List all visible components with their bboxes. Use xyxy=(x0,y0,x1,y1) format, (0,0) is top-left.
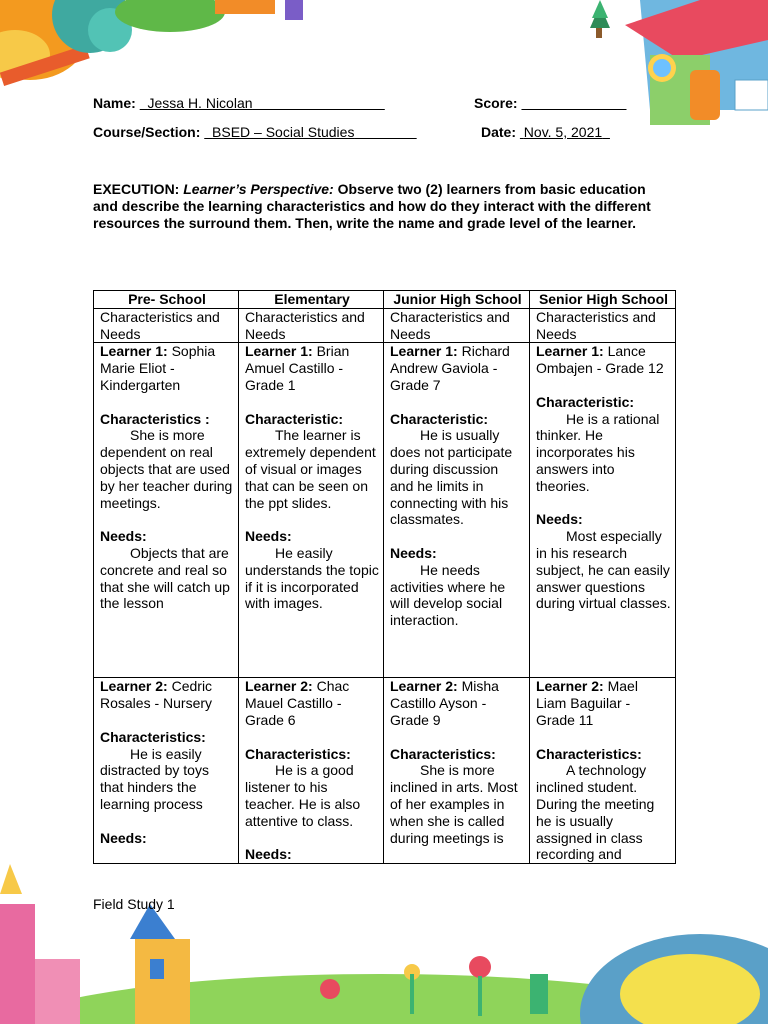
learner-name: Chac Mauel Castillo - Grade 6 xyxy=(245,678,350,728)
needs-label: Needs: xyxy=(536,511,583,528)
date-row xyxy=(481,124,610,140)
characteristics-label: Characteristic: xyxy=(536,393,635,410)
characteristics-text: She is more inclined in arts. Most of her examples in when she is called during meetings is xyxy=(390,762,518,846)
needs-label: Needs: xyxy=(100,528,147,545)
learner-label: Learner 1: xyxy=(245,343,313,360)
learner-label: Learner 2: xyxy=(536,678,604,695)
execution-lead: EXECUTION: xyxy=(93,181,180,197)
learner-cell xyxy=(239,343,384,678)
learner-name: Sophia Marie Eliot - Kindergarten xyxy=(100,343,216,393)
subheader-cell: Characteristics and Needs xyxy=(94,308,239,343)
characteristics-label: Characteristics: xyxy=(390,745,496,762)
learner-label: Learner 2: xyxy=(100,678,168,695)
column-header: Elementary xyxy=(239,291,384,309)
subheader-cell: Characteristics and Needs xyxy=(239,308,384,343)
course-label: Course/Section: xyxy=(93,124,201,140)
column-header: Senior High School xyxy=(530,291,676,309)
learner-name: Misha Castillo Ayson - Grade 9 xyxy=(390,678,499,728)
table-subheader-row xyxy=(94,308,676,343)
score-value xyxy=(521,95,626,111)
needs-label: Needs: xyxy=(245,846,292,863)
course-row xyxy=(93,124,417,140)
date-label: Date: xyxy=(481,124,517,140)
characteristics-text: She is more dependent on real objects that are used by her teacher during meetings. xyxy=(100,427,233,511)
needs-text: Objects that are concrete and real so that she will catch up the lesson xyxy=(100,544,230,612)
learner-cell xyxy=(530,343,676,678)
characteristics-text: He is a good listener to his teacher. He is also attentive to class. xyxy=(245,762,361,829)
needs-text: He easily understands the topic if it is incorporated with images. xyxy=(245,544,379,612)
learner-table xyxy=(93,290,676,864)
needs-label: Needs: xyxy=(245,528,292,545)
learner-label: Learner 2: xyxy=(390,678,458,695)
characteristics-label: Characteristics: xyxy=(245,745,351,762)
table-header-row xyxy=(94,291,676,309)
name-value: Jessa H. Nicolan xyxy=(147,95,253,111)
learner-label: Learner 1: xyxy=(536,343,604,360)
needs-label: Needs: xyxy=(390,544,437,561)
characteristics-text: A technology inclined student. During the meeting he is usually assigned in class recording and xyxy=(536,762,655,863)
characteristics-label: Characteristic: xyxy=(390,410,489,427)
characteristics-text: He is a rational thinker. He incorporates his answers into theories. xyxy=(536,410,660,494)
learner-label: Learner 1: xyxy=(390,343,458,360)
learner-cell xyxy=(530,678,676,864)
name-row: Name: Jessa H. Nicolan xyxy=(93,95,385,111)
subheader-cell: Characteristics and Needs xyxy=(384,308,530,343)
characteristics-label: Characteristics: xyxy=(100,728,206,745)
learner-cell xyxy=(239,678,384,864)
score-label: Score: xyxy=(474,95,518,111)
bottom-decoration xyxy=(0,864,768,1024)
learner-name: Brian Amuel Castillo - Grade 1 xyxy=(245,343,350,393)
column-header: Junior High School xyxy=(384,291,530,309)
learner-name: Cedric Rosales - Nursery xyxy=(100,678,213,712)
column-header: Pre- School xyxy=(94,291,239,309)
learner-cell xyxy=(94,343,239,678)
learner-name: Lance Ombajen - Grade 12 xyxy=(536,343,664,377)
learner-label: Learner 1: xyxy=(100,343,168,360)
execution-text: Observe two (2) learners from basic education and describe the learning characteristics and how do they interact with the different resources the surround them. Then, write the name and grade level of the learner. xyxy=(93,181,651,231)
footer-text: Field Study 1 xyxy=(93,896,175,912)
learner-cell xyxy=(384,678,530,864)
needs-text: He needs activities where he will develop social interaction. xyxy=(390,561,506,629)
execution-title: Learner’s Perspective: xyxy=(183,181,334,197)
learner2-row xyxy=(94,678,676,864)
characteristics-label: Characteristics : xyxy=(100,410,210,427)
characteristics-text: He is easily distracted by toys that hinders the learning process xyxy=(100,745,209,812)
characteristics-text: The learner is extremely dependent of visual or images that can be seen on the ppt slides. xyxy=(245,427,376,511)
date-value: Nov. 5, 2021 xyxy=(523,124,603,140)
learner-name: Richard Andrew Gaviola - Grade 7 xyxy=(390,343,510,393)
learner-label: Learner 2: xyxy=(245,678,313,695)
subheader-cell: Characteristics and Needs xyxy=(530,308,676,343)
course-value: BSED – Social Studies xyxy=(212,124,355,140)
needs-text: Most especially in his research subject, he can easily answer questions during virtual classes. xyxy=(536,528,671,612)
characteristics-text: He is usually does not participate during discussion and he limits in connecting with his classmates. xyxy=(390,427,513,528)
learner-name: Mael Liam Baguilar - Grade 11 xyxy=(536,678,638,728)
execution-instructions xyxy=(93,181,653,232)
learner-cell xyxy=(94,678,239,864)
learner1-row xyxy=(94,343,676,678)
name-label: Name xyxy=(93,95,132,111)
characteristics-label: Characteristics: xyxy=(536,745,642,762)
needs-label: Needs: xyxy=(100,829,147,846)
learner-cell xyxy=(384,343,530,678)
characteristics-label: Characteristic: xyxy=(245,410,344,427)
score-row xyxy=(474,95,627,111)
